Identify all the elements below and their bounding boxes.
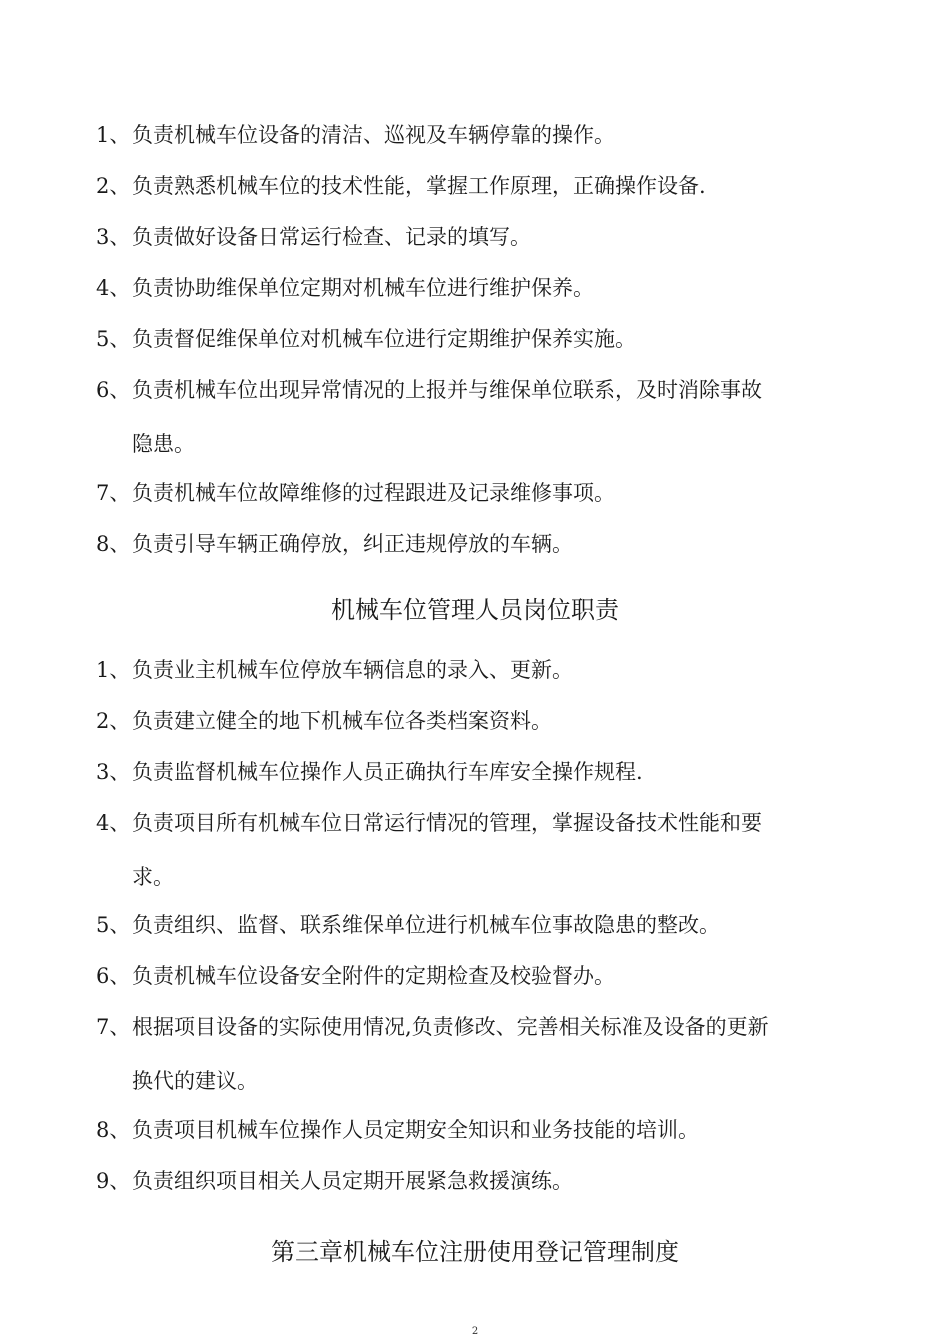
list-item-number: 2、 xyxy=(96,174,131,198)
list-item-text: 负责协助维保单位定期对机械车位进行维护保养。 xyxy=(132,276,594,300)
list-item xyxy=(96,466,866,520)
list-item-text: 负责机械车位故障维修的过程跟进及记录维修事项。 xyxy=(132,481,615,505)
list-item-text: 负责建立健全的地下机械车位各类档案资料。 xyxy=(132,709,552,733)
list-item xyxy=(96,949,866,1003)
list-item-text: 负责熟悉机械车位的技术性能，掌握工作原理，正确操作设备. xyxy=(132,174,706,198)
list-item xyxy=(96,796,866,904)
list-item-continuation: 隐患。 xyxy=(132,432,195,456)
list-item xyxy=(96,517,866,571)
list-item xyxy=(96,1103,866,1157)
list-item-continuation: 求。 xyxy=(132,865,174,889)
list-item-text: 负责督促维保单位对机械车位进行定期维护保养实施。 xyxy=(132,327,636,351)
list-item xyxy=(96,1000,866,1108)
list-item-number: 1、 xyxy=(96,658,131,682)
chapter-heading: 第三章机械车位注册使用登记管理制度 xyxy=(271,1238,679,1266)
list-item-text: 负责组织项目相关人员定期开展紧急救援演练。 xyxy=(132,1169,573,1193)
list-item xyxy=(96,210,866,264)
list-item-text: 负责做好设备日常运行检查、记录的填写。 xyxy=(132,225,531,249)
list-item-number: 8、 xyxy=(96,1118,131,1142)
list-item-text: 负责机械车位设备的清洁、巡视及车辆停靠的操作。 xyxy=(132,123,615,147)
list-item-number: 2、 xyxy=(96,709,131,733)
list-item-number: 8、 xyxy=(96,532,131,556)
list-item-number: 5、 xyxy=(96,913,131,937)
list-item-text: 负责项目所有机械车位日常运行情况的管理，掌握设备技术性能和要 xyxy=(132,811,762,835)
list-item-text: 根据项目设备的实际使用情况,负责修改、完善相关标准及设备的更新 xyxy=(132,1015,769,1039)
list-item-number: 5、 xyxy=(96,327,131,351)
list-item-text: 负责机械车位出现异常情况的上报并与维保单位联系，及时消除事故 xyxy=(132,378,762,402)
list-item-number: 3、 xyxy=(96,760,131,784)
list-item-text: 负责业主机械车位停放车辆信息的录入、更新。 xyxy=(132,658,573,682)
list-item-continuation: 换代的建议。 xyxy=(132,1069,258,1093)
list-item xyxy=(96,898,866,952)
list-item xyxy=(96,159,866,213)
list-item-text: 负责监督机械车位操作人员正确执行车库安全操作规程. xyxy=(132,760,643,784)
list-item-number: 4、 xyxy=(96,811,131,835)
list-item-number: 7、 xyxy=(96,1015,131,1039)
list-item-text: 负责项目机械车位操作人员定期安全知识和业务技能的培训。 xyxy=(132,1118,699,1142)
list-item-text: 负责机械车位设备安全附件的定期检查及校验督办。 xyxy=(132,964,615,988)
list-item xyxy=(96,643,866,697)
list-item xyxy=(96,108,866,162)
list-item-number: 3、 xyxy=(96,225,131,249)
list-item-number: 9、 xyxy=(96,1169,131,1193)
list-item-number: 4、 xyxy=(96,276,131,300)
section-heading: 机械车位管理人员岗位职责 xyxy=(331,596,619,624)
page-number: 2 xyxy=(471,1326,479,1337)
list-item-number: 7、 xyxy=(96,481,131,505)
list-item-number: 1、 xyxy=(96,123,131,147)
list-item-text: 负责引导车辆正确停放，纠正违规停放的车辆。 xyxy=(132,532,573,556)
list-item-number: 6、 xyxy=(96,378,131,402)
list-item xyxy=(96,312,866,366)
list-item-number: 6、 xyxy=(96,964,131,988)
list-item xyxy=(96,745,866,799)
list-item xyxy=(96,363,866,471)
list-item xyxy=(96,694,866,748)
list-item-text: 负责组织、监督、联系维保单位进行机械车位事故隐患的整改。 xyxy=(132,913,720,937)
list-item xyxy=(96,1154,866,1208)
list-item xyxy=(96,261,866,315)
